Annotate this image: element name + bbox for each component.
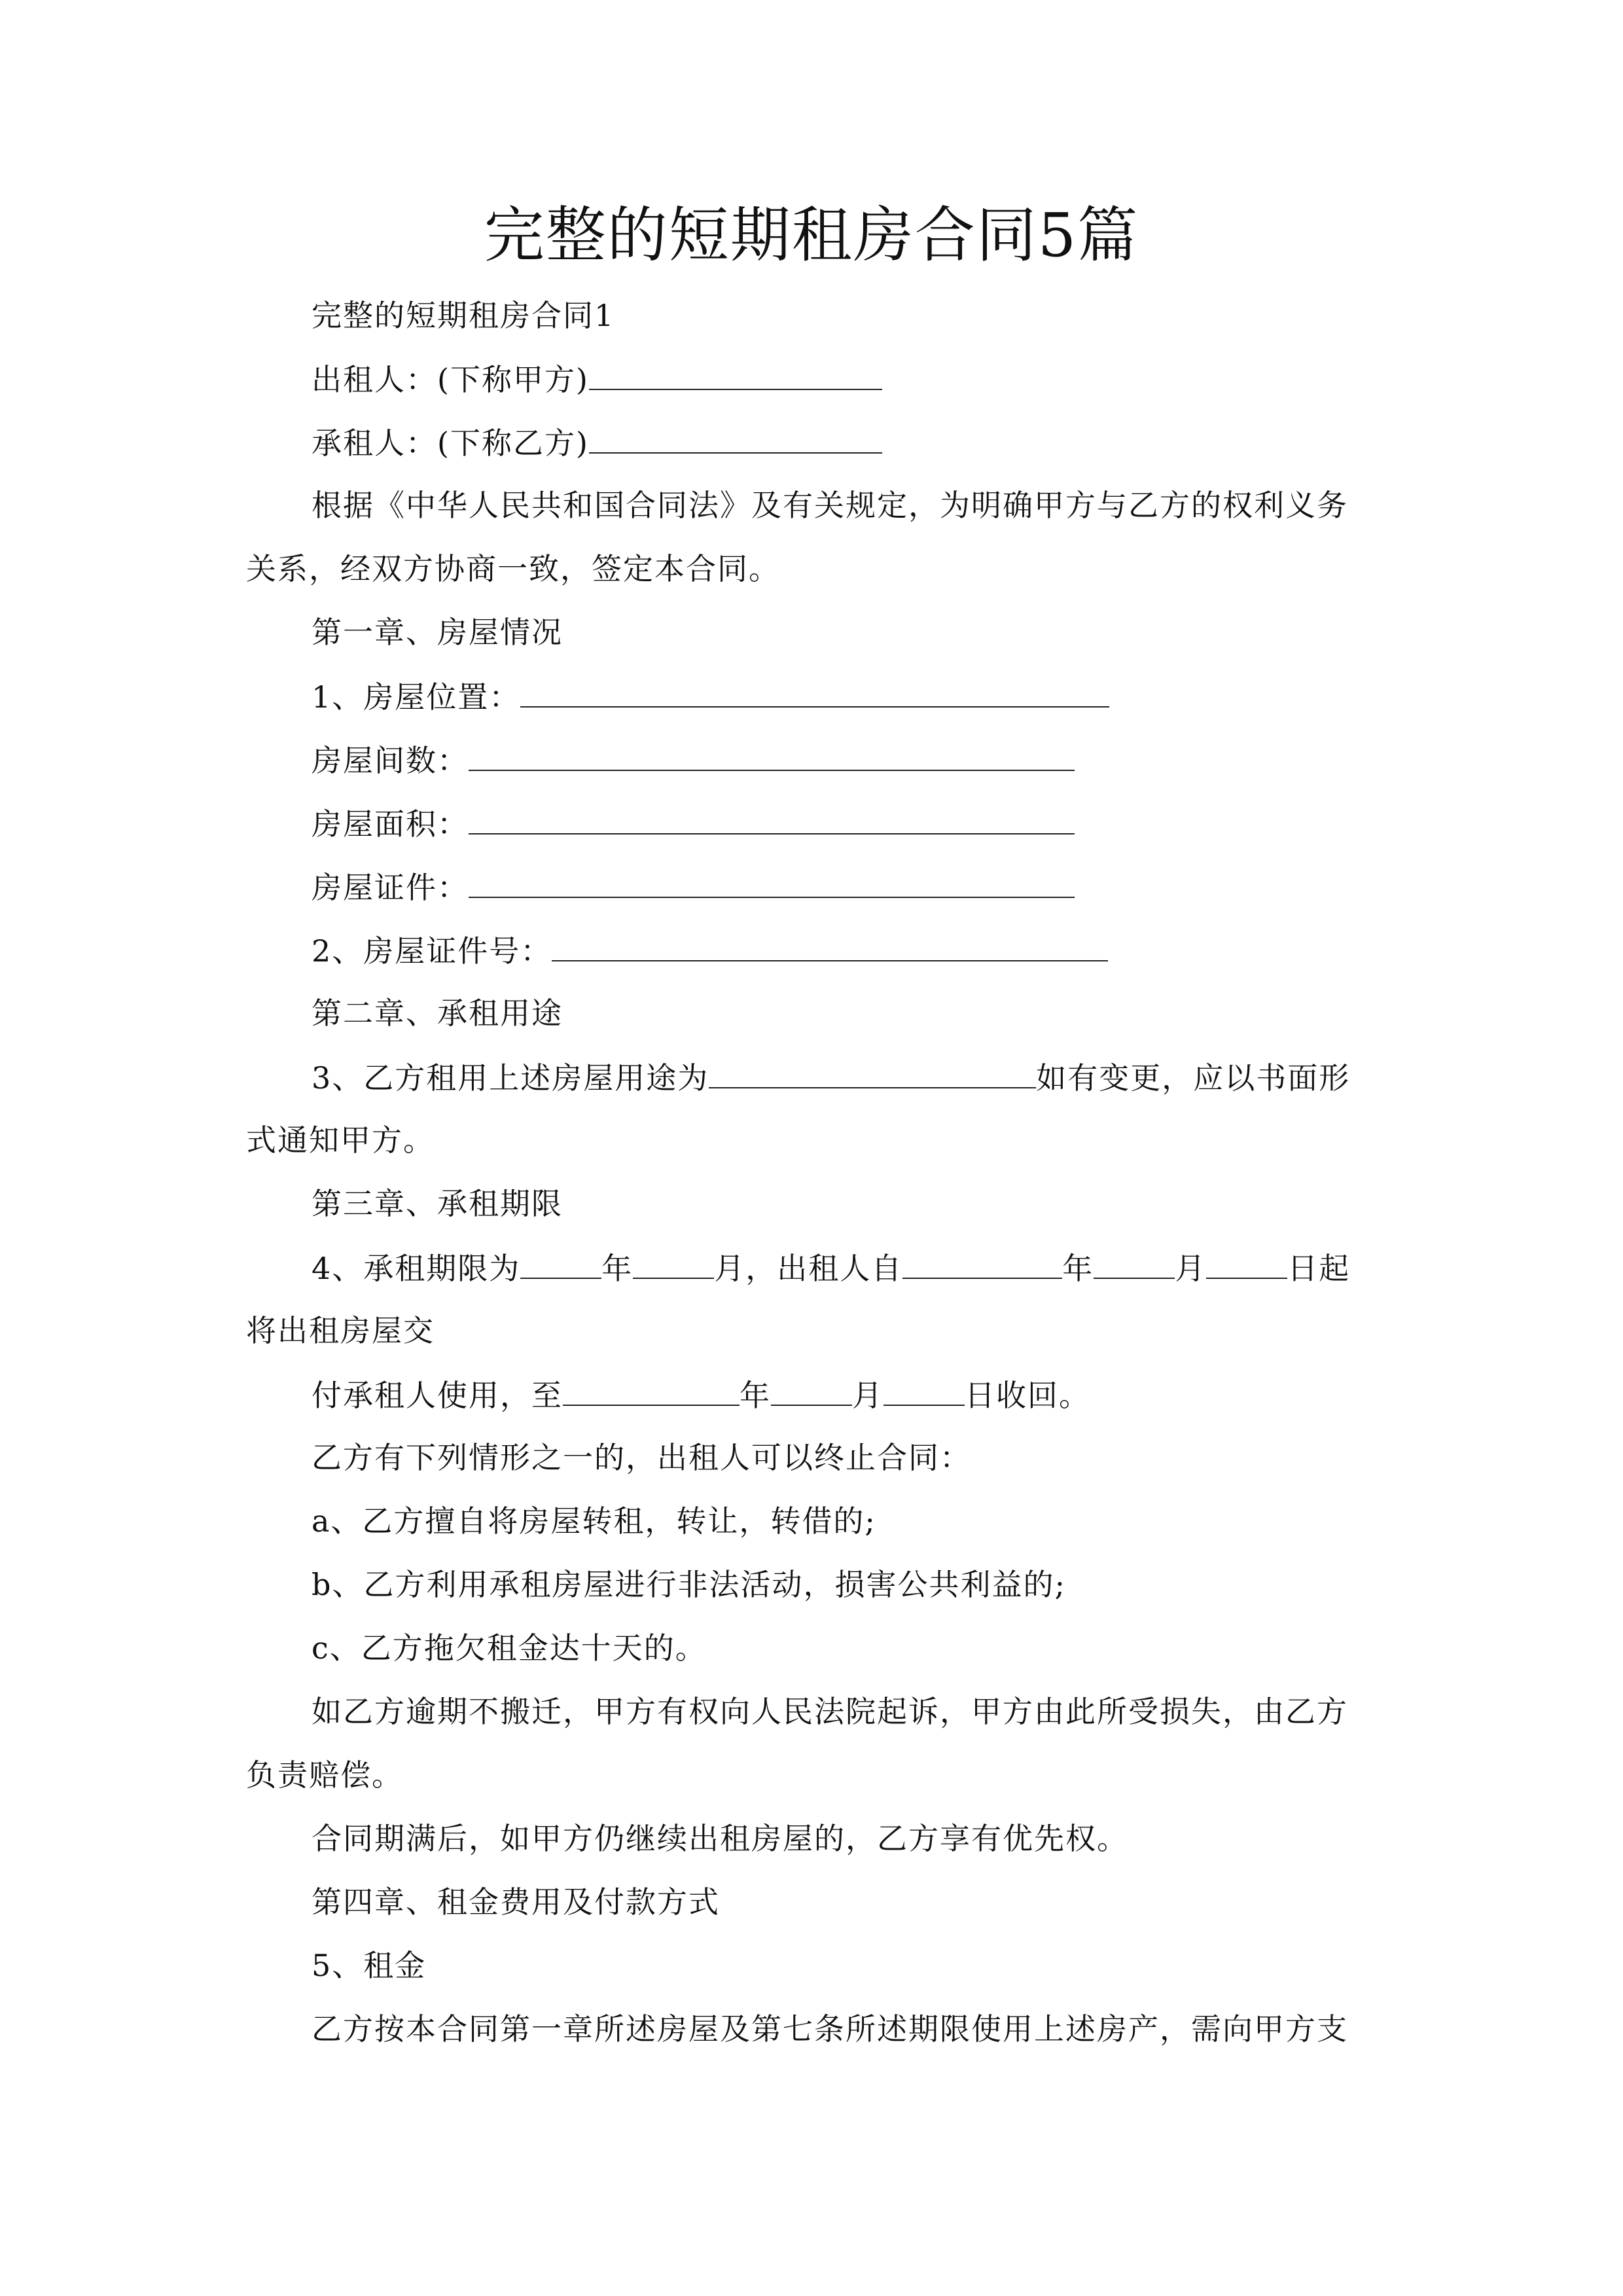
text-segment: 3、乙方租用上述房屋用途为 [312, 1060, 709, 1096]
field-blank [469, 867, 1075, 898]
chapter-heading: 第三章、承租期限 [312, 1186, 563, 1221]
text-segment: 日收回。 [965, 1378, 1090, 1413]
blank [520, 1247, 601, 1279]
text-segment: 月，出租人自 [714, 1251, 903, 1286]
document-title: 完整的短期租房合同5篇 [484, 200, 1139, 270]
usage-line [312, 1057, 1350, 1098]
field-house-location [312, 676, 1109, 717]
contract-heading: 完整的短期租房合同1 [312, 298, 615, 333]
list-item: b、乙方利用承租房屋进行非法活动，损害公共利益的; [312, 1567, 1066, 1602]
text-segment: 月 [852, 1378, 883, 1413]
paragraph-line: 式通知甲方。 [246, 1122, 435, 1158]
lessee-blank [589, 422, 882, 454]
field-blank [469, 740, 1075, 771]
paragraph-line: 乙方按本合同第一章所述房屋及第七条所述期限使用上述房产，需向甲方支 [312, 2011, 1348, 2047]
field-house-certificate [312, 867, 1075, 907]
field-room-count [312, 740, 1075, 780]
paragraph-line: 根据《中华人民共和国合同法》及有关规定，为明确甲方与乙方的权利义务 [312, 488, 1348, 523]
text-segment: 付承租人使用，至 [312, 1378, 563, 1413]
field-label: 房屋间数： [312, 743, 469, 778]
field-house-area [312, 803, 1075, 844]
list-item: a、乙方擅自将房屋转租，转让，转借的; [312, 1503, 876, 1539]
text-segment: 日起 [1287, 1251, 1351, 1286]
blank [771, 1374, 852, 1406]
paragraph-line: 将出租房屋交 [246, 1313, 435, 1348]
paragraph-line: 关系，经双方协商一致，签定本合同。 [246, 551, 780, 586]
text-segment: 如有变更，应以书面形 [1036, 1060, 1351, 1096]
list-item: c、乙方拖欠租金达十天的。 [312, 1630, 707, 1666]
blank [1094, 1247, 1175, 1279]
text-segment: 年 [740, 1378, 771, 1413]
field-label: 房屋证件： [312, 870, 469, 905]
field-certificate-number [312, 930, 1108, 971]
text-segment: 4、承租期限为 [312, 1251, 521, 1286]
blank [883, 1374, 965, 1406]
text-segment: 年 [1062, 1251, 1094, 1286]
text-segment: 年 [601, 1251, 633, 1286]
blank [563, 1374, 740, 1406]
lessee-label: 承租人：(下称乙方) [312, 425, 589, 461]
field-blank [469, 803, 1075, 834]
paragraph-line: 乙方有下列情形之一的，出租人可以终止合同： [312, 1440, 971, 1475]
blank [1206, 1247, 1287, 1279]
field-label: 房屋面积： [312, 806, 469, 842]
paragraph-line: 如乙方逾期不搬迁，甲方有权向人民法院起诉，甲方由此所受损失，由乙方 [312, 1694, 1348, 1729]
lessor-label: 出租人：(下称甲方) [312, 362, 589, 397]
chapter-heading: 第一章、房屋情况 [312, 615, 563, 650]
section-heading: 5、租金 [312, 1948, 427, 1983]
blank [633, 1247, 714, 1279]
return-line [312, 1374, 1090, 1415]
text-segment: 月 [1175, 1251, 1207, 1286]
paragraph-line: 合同期满后，如甲方仍继续出租房屋的，乙方享有优先权。 [312, 1821, 1128, 1856]
lessee-line [312, 422, 882, 463]
field-blank [552, 930, 1108, 961]
field-label: 1、房屋位置： [312, 679, 521, 715]
usage-blank [709, 1057, 1036, 1088]
field-label: 2、房屋证件号： [312, 933, 552, 969]
chapter-heading: 第四章、租金费用及付款方式 [312, 1884, 720, 1920]
lessor-blank [589, 359, 882, 390]
chapter-heading: 第二章、承租用途 [312, 996, 563, 1031]
paragraph-line: 负责赔偿。 [246, 1757, 403, 1793]
blank [902, 1247, 1062, 1279]
lessor-line [312, 359, 882, 399]
term-line [312, 1247, 1350, 1288]
field-blank [520, 676, 1109, 708]
